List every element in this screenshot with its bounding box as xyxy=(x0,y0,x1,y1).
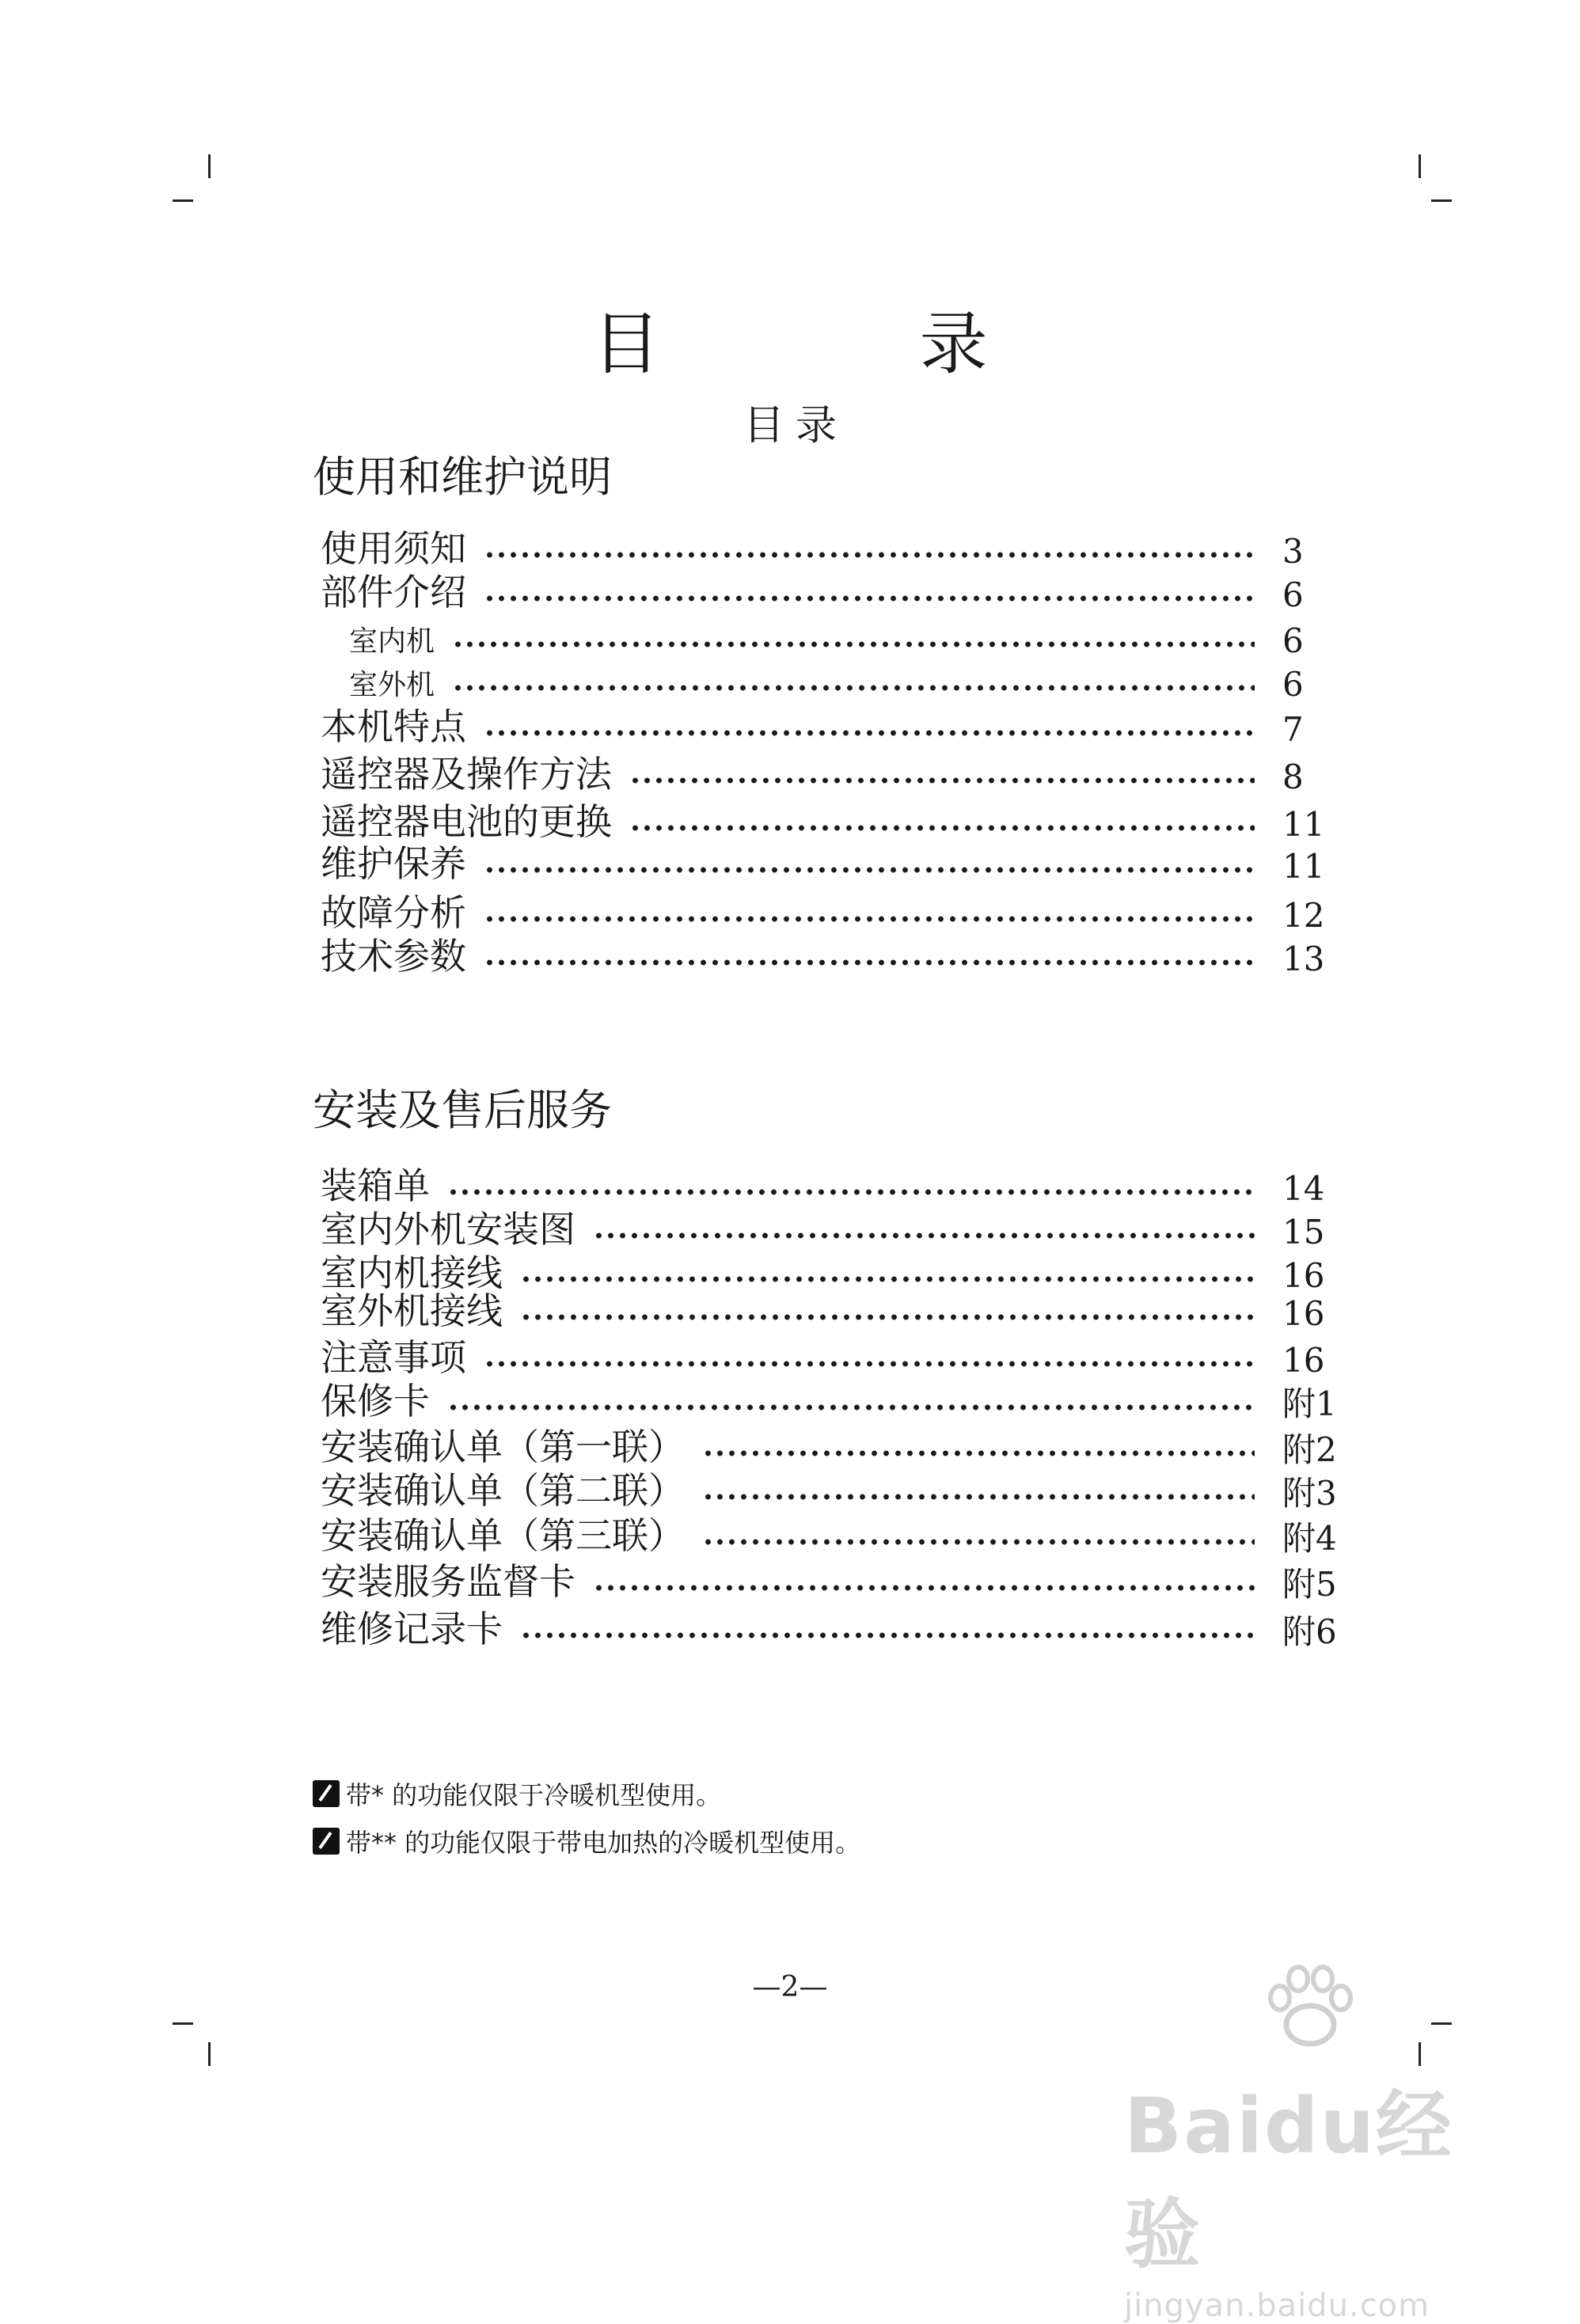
toc-leader-dots xyxy=(702,1449,1255,1457)
toc-leader-dots xyxy=(484,551,1255,559)
toc-entry-label: 室内机 xyxy=(349,625,435,658)
page-number: —2— xyxy=(752,1971,828,2003)
toc-entry-page: 13 xyxy=(1282,940,1325,978)
note-cooling-heating xyxy=(313,1775,721,1812)
page-title: 目 录 xyxy=(592,305,1107,384)
toc-entry[interactable] xyxy=(321,1555,1342,1604)
toc-entry[interactable] xyxy=(321,522,1342,571)
toc-entry[interactable] xyxy=(321,1421,1342,1469)
toc-entry-page: 附5 xyxy=(1282,1565,1337,1604)
toc-entry-page: 附3 xyxy=(1282,1474,1337,1513)
toc-leader-dots xyxy=(484,866,1255,874)
toc-entry-label: 安装确认单（第一联） xyxy=(321,1426,685,1468)
crop-mark-top-left-h xyxy=(173,199,193,202)
toc-entry[interactable] xyxy=(321,1203,1342,1251)
note-text: 带** 的功能仅限于带电加热的冷暖机型使用。 xyxy=(346,1828,861,1858)
toc-entry[interactable] xyxy=(321,1509,1342,1558)
toc-leader-dots xyxy=(484,594,1255,602)
toc-entry[interactable] xyxy=(321,1285,1342,1333)
toc-entry-page: 16 xyxy=(1282,1294,1325,1333)
crop-mark-top-right-h xyxy=(1431,199,1452,202)
toc-leader-dots xyxy=(702,1538,1255,1546)
toc-leader-dots xyxy=(447,1188,1255,1196)
toc-entry-label: 使用须知 xyxy=(321,527,466,570)
toc-entry-label: 故障分析 xyxy=(321,891,466,934)
toc-entry[interactable] xyxy=(321,887,1342,935)
toc-entry-label: 保修卡 xyxy=(321,1380,430,1422)
crop-mark-top-left-v xyxy=(208,154,211,178)
toc-entry-page: 7 xyxy=(1282,710,1304,749)
toc-leader-dots xyxy=(593,1584,1255,1592)
toc-entry-page: 3 xyxy=(1282,532,1304,571)
toc-entry[interactable] xyxy=(321,1331,1342,1380)
toc-entry-label: 部件介绍 xyxy=(321,571,466,613)
paw-logo-icon xyxy=(1263,1963,1358,2050)
toc-leader-dots xyxy=(702,1493,1255,1501)
baidu-watermark xyxy=(1124,2011,1496,2324)
toc-entry-page: 附6 xyxy=(1282,1612,1337,1651)
toc-entry[interactable] xyxy=(321,655,1342,704)
toc-entry-page: 6 xyxy=(1282,665,1304,704)
toc-entry[interactable] xyxy=(321,1160,1342,1208)
toc-leader-dots xyxy=(484,729,1255,737)
note-electric-heating xyxy=(313,1823,860,1859)
pencil-note-icon xyxy=(313,1780,340,1807)
toc-entry[interactable] xyxy=(321,612,1342,660)
toc-entry-page: 11 xyxy=(1282,847,1325,886)
crop-mark-top-right-v xyxy=(1419,154,1421,178)
toc-leader-dots xyxy=(484,915,1255,923)
toc-entry[interactable] xyxy=(321,930,1342,978)
toc-leader-dots xyxy=(484,959,1255,966)
toc-entry-page: 11 xyxy=(1282,805,1325,844)
toc-entry-page: 16 xyxy=(1282,1256,1325,1295)
toc-entry-label: 注意事项 xyxy=(321,1336,466,1379)
toc-entry[interactable] xyxy=(321,1464,1342,1513)
pencil-note-icon xyxy=(313,1828,340,1855)
toc-leader-dots xyxy=(629,777,1255,784)
toc-leader-dots xyxy=(520,1275,1255,1283)
toc-entry-label: 技术参数 xyxy=(321,935,466,978)
toc-entry-page: 12 xyxy=(1282,896,1325,935)
watermark-logo: Baidu经验 xyxy=(1124,2082,1453,2279)
toc-entry-label: 维护保养 xyxy=(321,842,466,885)
toc-entry[interactable] xyxy=(321,566,1342,614)
toc-entry[interactable] xyxy=(321,748,1342,796)
toc-entry[interactable] xyxy=(321,1603,1342,1651)
toc-entry[interactable] xyxy=(321,837,1342,886)
section-heading: 使用和维护说明 xyxy=(313,452,612,502)
toc-entry-page: 15 xyxy=(1282,1213,1325,1251)
toc-leader-dots xyxy=(447,1403,1255,1411)
toc-entry[interactable] xyxy=(321,1375,1342,1423)
toc-entry-page: 16 xyxy=(1282,1341,1325,1380)
toc-leader-dots xyxy=(520,1631,1255,1639)
toc-leader-dots xyxy=(629,824,1255,832)
toc-entry[interactable] xyxy=(321,796,1342,844)
toc-entry-label: 遥控器及操作方法 xyxy=(321,753,612,796)
toc-entry-label: 遥控器电池的更换 xyxy=(321,800,612,843)
crop-mark-bottom-left-v xyxy=(208,2042,211,2066)
toc-entry-label: 室外机 xyxy=(349,669,435,701)
toc-entry-label: 安装确认单（第三联） xyxy=(321,1514,685,1557)
toc-leader-dots xyxy=(452,640,1255,648)
toc-entry-label: 维修记录卡 xyxy=(321,1608,503,1650)
toc-entry-page: 附2 xyxy=(1282,1430,1337,1469)
note-text: 带* 的功能仅限于冷暖机型使用。 xyxy=(346,1780,722,1810)
toc-entry-page: 附1 xyxy=(1282,1384,1337,1423)
toc-entry-label: 本机特点 xyxy=(321,705,466,748)
toc-entry-page: 8 xyxy=(1282,758,1304,796)
toc-entry[interactable] xyxy=(321,701,1342,749)
page-subtitle: 目录 xyxy=(743,402,848,450)
section-heading: 安装及售后服务 xyxy=(313,1085,612,1135)
toc-entry-label: 室内机接线 xyxy=(321,1251,503,1294)
toc-entry-label: 室内外机安装图 xyxy=(321,1208,575,1251)
toc-entry-label: 装箱单 xyxy=(321,1164,430,1207)
toc-entry-page: 6 xyxy=(1282,575,1304,614)
toc-leader-dots xyxy=(452,684,1255,692)
toc-entry-page: 14 xyxy=(1282,1169,1325,1208)
toc-entry-label: 室外机接线 xyxy=(321,1289,503,1332)
crop-mark-bottom-left-h xyxy=(173,2022,193,2025)
toc-entry-label: 安装确认单（第二联） xyxy=(321,1469,685,1512)
toc-entry-page: 6 xyxy=(1282,621,1304,660)
toc-leader-dots xyxy=(484,1360,1255,1368)
watermark-url: jingyan.baidu.com xyxy=(1124,2288,1430,2324)
toc-leader-dots xyxy=(520,1313,1255,1321)
toc-entry-label: 安装服务监督卡 xyxy=(321,1560,575,1603)
toc-leader-dots xyxy=(593,1232,1255,1240)
toc-entry-page: 附4 xyxy=(1282,1519,1337,1558)
